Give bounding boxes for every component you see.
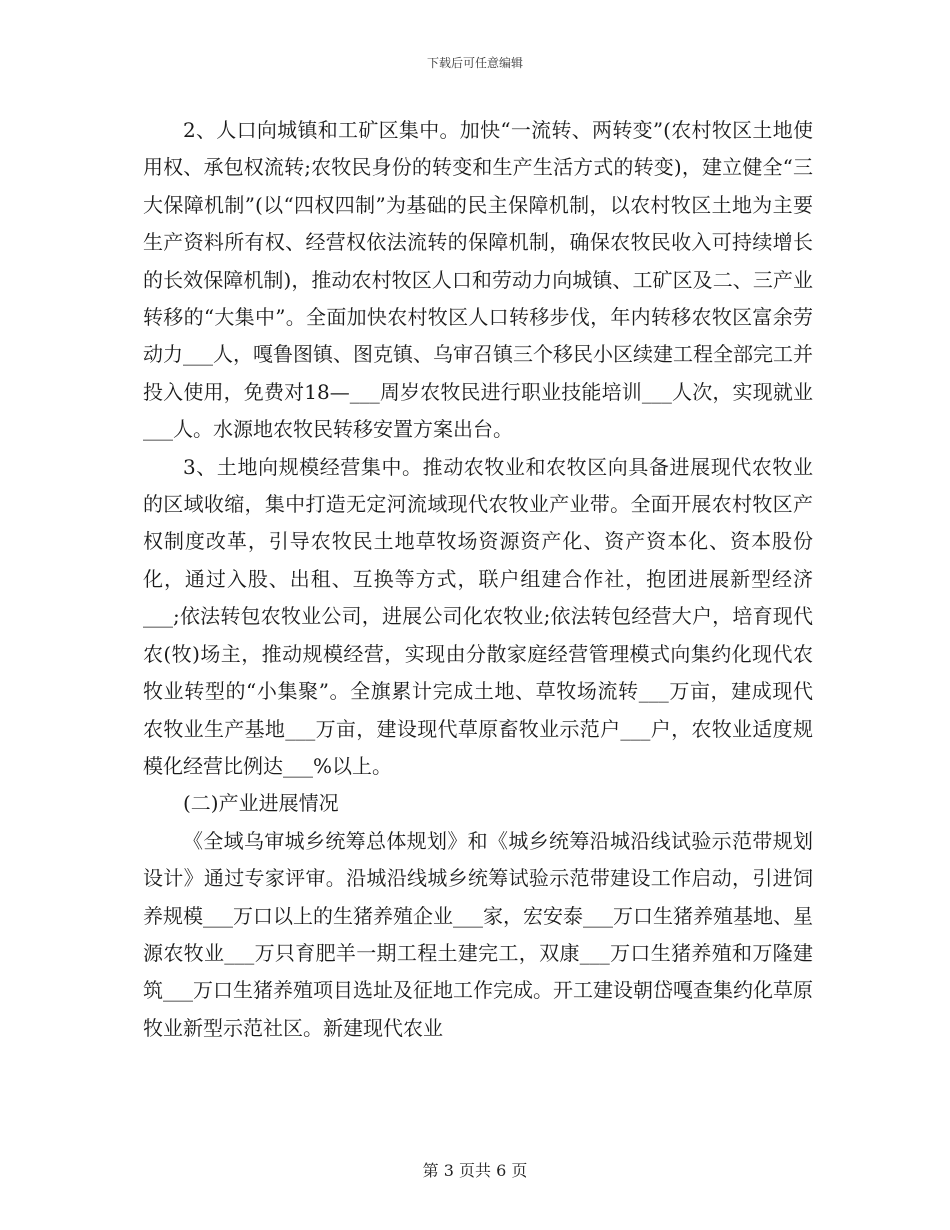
page-header: 下载后可任意编辑 [426,56,523,70]
paragraph-population: 2、人口向城镇和工矿区集中。加快“一流转、两转变”(农村牧区土地使用权、承包权流转;农牧民身份的转变和生产生活方式的转变)，建立健全“三大保障机制”(以“四权四制”为基础的民主保障机制，以农村牧区土地为主要生产资料所有权、经营权依法流转的保障机制，确保农牧民收入可持续增长的长效保障机制)，推动农村牧区人口和劳动力向城镇、工矿区及二、三产业转移的“大集中”。全面加快农村牧区人口转移步伐，年内转移农牧区富余劳动力___人，嘎鲁图镇、图克镇、乌审召镇三个移民小区续建工程全部完工并投入使用，免费对18—___周岁农牧民进行职业技能培训___人次，实现就业___人。水源地农牧民转移安置方案出台。 [143,118,813,442]
document-body [143,112,813,1047]
page-footer: 第 3 页共 6 页 [422,1161,528,1180]
section-heading-industry: (二)产业进展情况 [183,791,339,816]
paragraph-land: 3、土地向规模经营集中。推动农牧业和农牧区向具备进展现代农牧业的区域收缩，集中打造无定河流域现代农牧业产业带。全面开展农村牧区产权制度改革，引导农牧民土地草牧场资源资产化、资产资本化、资本股份化，通过入股、出租、互换等方式，联户组建合作社，抱团进展新型经济___;依法转包农牧业公司，进展公司化农牧业;依法转包经营大户，培育现代农(牧)场主，推动规模经营，实现由分散家庭经营管理模式向集约化现代农牧业转型的“小集聚”。全旗累计完成土地、草牧场流转___万亩，建成现代农牧业生产基地___万亩，建设现代草原畜牧业示范户___户，农牧业适度规模化经营比例达___%以上。 [143,454,813,778]
paragraph-industry: 《全域乌审城乡统筹总体规划》和《城乡统筹沿城沿线试验示范带规划设计》通过专家评审。沿城沿线城乡统筹试验示范带建设工作启动，引进饲养规模___万口以上的生猪养殖企业___家，宏安泰___万口生猪养殖基地、星源农牧业___万只育肥羊一期工程土建完工，双康___万口生猪养殖和万隆建筑___万口生猪养殖项目选址及征地工作完成。开工建设朝岱嘎查集约化草原牧业新型示范社区。新建现代农业 [143,828,813,1040]
